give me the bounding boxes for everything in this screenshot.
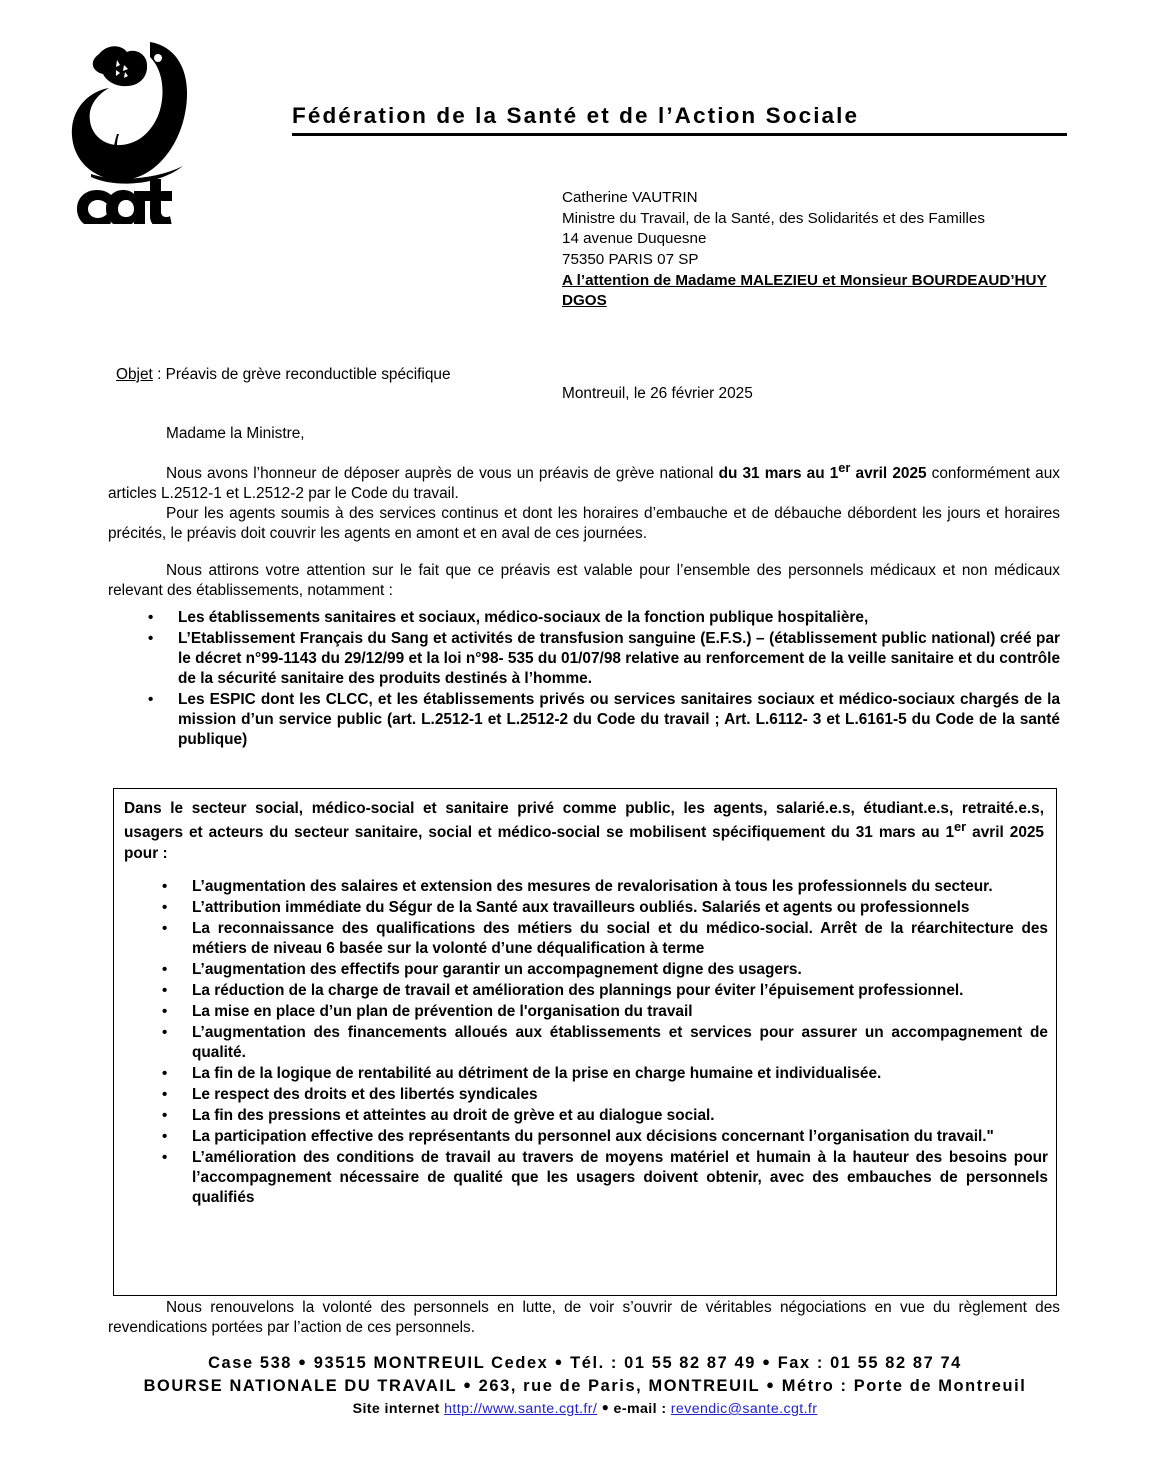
bullet-separator-icon: ●: [463, 1377, 473, 1393]
recipient-street: 14 avenue Duquesne: [562, 230, 707, 248]
footer-case: Case 538: [208, 1354, 292, 1372]
demands-intro-after: avril 2025 pour :: [124, 824, 1044, 862]
website-link[interactable]: http://www.sante.cgt.fr/: [444, 1401, 598, 1417]
salutation: Madame la Ministre,: [166, 425, 305, 442]
list-item: • L’amélioration des conditions de travail au travers de moyens matériel et humain à la hauteur des besoins pour l’accompagnement nécessaire de qualité que les usagers doivent obtenir, avec des embauches de personnels qualifiés: [192, 1148, 1048, 1208]
footer-line-1: [0, 1352, 1170, 1375]
footer-line-2: [0, 1375, 1170, 1398]
document-title: Fédération de la Santé et de l’Action Sociale: [292, 104, 1067, 136]
place-date: Montreuil, le 26 février 2025: [562, 385, 753, 402]
demands-box: [113, 788, 1057, 1296]
recipient-address-block: [562, 188, 1062, 312]
objet-separator: :: [152, 366, 166, 383]
body-paragraph-2: Pour les agents soumis à des services continus et dont les horaires d’embauche et de débauche débordent les jours et horaires précités, le préavis doit couvrir les agents en amont et en aval de ces journées.: [108, 505, 1060, 543]
footer-website-label: Site internet: [352, 1401, 445, 1417]
list-item: • La réduction de la charge de travail et amélioration des plannings pour éviter l’épuisement professionnel.: [192, 981, 1048, 1001]
list-item: • La fin des pressions et atteintes au droit de grève et au dialogue social.: [192, 1106, 1048, 1126]
list-item: • L’augmentation des salaires et extension des mesures de revalorisation à tous les professionnels du secteur.: [192, 877, 1048, 897]
email-link[interactable]: revendic@sante.cgt.fr: [670, 1401, 818, 1417]
objet-value: Préavis de grève reconductible spécifique: [165, 366, 451, 383]
demands-list: [124, 877, 1048, 1209]
objet-line: [116, 366, 451, 384]
bullet-separator-icon: ●: [601, 1400, 610, 1414]
recipient-service: DGOS: [562, 292, 607, 310]
bullet-separator-icon: ●: [762, 1354, 772, 1369]
footer-address: 263, rue de Paris, MONTREUIL: [478, 1377, 760, 1396]
body-p1-before: Nous avons l’honneur de déposer auprès de vous un préavis de grève national: [166, 465, 719, 483]
bullet-separator-icon: ●: [298, 1354, 308, 1369]
footer-phone: Tél. : 01 55 82 87 49: [570, 1354, 756, 1372]
footer-fax: Fax : 01 55 82 87 74: [777, 1354, 962, 1372]
demands-intro-sup: er: [954, 819, 967, 835]
letter-body: [108, 460, 1060, 601]
list-item: • L’augmentation des effectifs pour garantir un accompagnement digne des usagers.: [192, 960, 1048, 980]
establishments-list: [108, 608, 1060, 751]
list-item: • La mise en place d’un plan de prévention de l'organisation du travail: [192, 1002, 1048, 1022]
demands-intro: [124, 799, 1044, 864]
footer-web-line: [0, 1400, 1170, 1417]
recipient-name: Catherine VAUTRIN: [562, 189, 698, 206]
footer-email-label: e-mail: [609, 1401, 662, 1417]
body-paragraph-3: Nous attirons votre attention sur le fait que ce préavis est valable pour l’ensemble des personnels médicaux et non médicaux relevant des établissements, notamment :: [108, 562, 1060, 600]
closing-paragraph-block: [108, 1298, 1060, 1338]
objet-label: Objet: [116, 366, 153, 383]
recipient-city: 75350 PARIS 07 SP: [562, 251, 699, 269]
recipient-attention: A l’attention de Madame MALEZIEU et Monsieur BOURDEAUD’HUY: [562, 271, 1047, 289]
bullet-separator-icon: ●: [554, 1354, 564, 1369]
body-p1-strike-dates: du 31 mars au 1er avril 2025: [718, 460, 927, 483]
list-item: • La fin de la logique de rentabilité au détriment de la prise en charge humaine et individualisée.: [192, 1064, 1048, 1084]
establishments-ul: [108, 608, 1060, 750]
footer-email-separator: :: [661, 1401, 671, 1417]
body-paragraph-1: [108, 460, 1060, 504]
list-item: • Les établissements sanitaires et sociaux, médico-sociaux de la fonction publique hospitalière,: [178, 608, 1060, 628]
list-item: • L’augmentation des financements alloués aux établissements et services pour assurer un accompagnement de qualité.: [192, 1023, 1048, 1063]
footer-building: BOURSE NATIONALE DU TRAVAIL: [143, 1377, 457, 1396]
list-item: • La participation effective des représentants du personnel aux décisions concernant l’organisation du travail.": [192, 1127, 1048, 1147]
bullet-separator-icon: ●: [766, 1377, 776, 1393]
footer-contact: [0, 1352, 1170, 1399]
list-item: • Les ESPIC dont les CLCC, et les établissements privés ou services sanitaires sociaux et médico-sociaux chargés de la mission d’un service public (art. L.2512-1 et L.2512-2 du Code du travail ; Art. L.6112- 3 et L.6161-5 du Code de la santé publique): [178, 690, 1060, 750]
closing-paragraph: Nous renouvelons la volonté des personnels en lutte, de voir s’ouvrir de véritables négociations en vue du règlement des revendications portées par l’action de ces personnels.: [108, 1299, 1060, 1337]
list-item: • L’attribution immédiate du Ségur de la Santé aux travailleurs oubliés. Salariés et agents ou professionnels: [192, 898, 1048, 918]
recipient-role: Ministre du Travail, de la Santé, des Solidarités et des Familles: [562, 209, 985, 227]
footer-postal: 93515 MONTREUIL Cedex: [313, 1354, 549, 1372]
list-item: • La reconnaissance des qualifications des métiers du social et du médico-social. Arrêt de la réarchitecture des métiers de niveau 6 basée sur la volonté d’une déqualification à terme: [192, 919, 1048, 959]
footer-metro: Métro : Porte de Montreuil: [781, 1377, 1027, 1396]
list-item: • L’Etablissement Français du Sang et activités de transfusion sanguine (E.F.S.) – (établissement public national) créé par le décret n°99-1143 du 29/12/99 et la loi n°98- 535 du 01/07/98 relative au renforcement de la veille sanitaire et du contrôle de la sécurité sanitaire des produits destinés à l’homme.: [178, 629, 1060, 689]
cgt-logo: [55, 24, 195, 224]
demands-ul: [124, 877, 1048, 1208]
list-item: • Le respect des droits et des libertés syndicales: [192, 1085, 1048, 1105]
body-p1-after: conformément aux articles L.2512-1 et L.2512-2 par le Code du travail.: [108, 465, 1060, 503]
demands-intro-before: Dans le secteur social, médico-social et sanitaire privé comme public, les agents, salarié.e.s, étudiant.e.s, retraité.e.s, usagers et acteurs du secteur sanitaire, social et médico-social se mobilisent spécifiquement du 31 mars au 1: [124, 800, 1044, 842]
